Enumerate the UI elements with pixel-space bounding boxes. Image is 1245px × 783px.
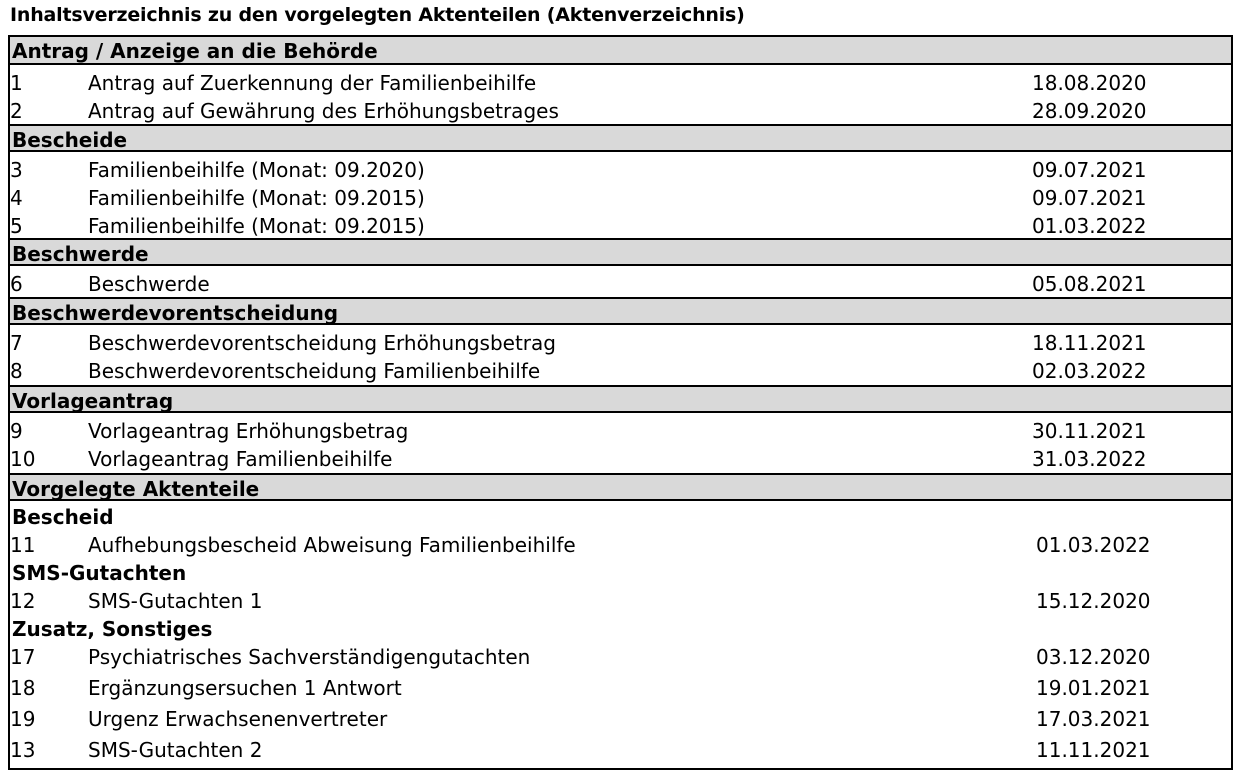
- row-number: 12: [10, 589, 36, 613]
- row-date: 03.12.2020: [1036, 645, 1151, 669]
- row-date: 05.08.2021: [1032, 272, 1147, 296]
- row-description: Familienbeihilfe (Monat: 09.2015): [88, 214, 425, 238]
- index-table: [8, 35, 1233, 770]
- row-date: 15.12.2020: [1036, 589, 1151, 613]
- subheader-zusatz-sonstiges: Zusatz, Sonstiges: [12, 617, 213, 641]
- row-date: 11.11.2021: [1036, 738, 1151, 762]
- row-date: 31.03.2022: [1032, 447, 1147, 471]
- row-number: 7: [10, 331, 23, 355]
- row-number: 11: [10, 533, 36, 557]
- row-number: 8: [10, 359, 23, 383]
- section-header-bescheide: Bescheide: [10, 124, 1231, 152]
- row-date: 30.11.2021: [1032, 419, 1147, 443]
- row-date: 09.07.2021: [1032, 158, 1147, 182]
- row-description: Antrag auf Gewährung des Erhöhungsbetrages: [88, 99, 559, 123]
- section-header-vorgelegte-aktenteile: Vorgelegte Aktenteile: [10, 473, 1231, 501]
- row-date: 17.03.2021: [1036, 707, 1151, 731]
- row-number: 2: [10, 99, 23, 123]
- row-number: 17: [10, 645, 36, 669]
- row-description: Familienbeihilfe (Monat: 09.2020): [88, 158, 425, 182]
- row-number: 10: [10, 447, 36, 471]
- row-description: Vorlageantrag Familienbeihilfe: [88, 447, 393, 471]
- row-description: Antrag auf Zuerkennung der Familienbeihilfe: [88, 71, 537, 95]
- row-description: Beschwerdevorentscheidung Familienbeihilfe: [88, 359, 541, 383]
- row-number: 6: [10, 272, 23, 296]
- row-date: 18.08.2020: [1032, 71, 1147, 95]
- row-description: Beschwerde: [88, 272, 210, 296]
- row-description: Psychiatrisches Sachverständigengutachten: [88, 645, 531, 669]
- page-title: Inhaltsverzeichnis zu den vorgelegten Aktenteilen (Aktenverzeichnis): [10, 4, 745, 26]
- row-date: 01.03.2022: [1036, 533, 1151, 557]
- row-description: Beschwerdevorentscheidung Erhöhungsbetrag: [88, 331, 556, 355]
- subheader-bescheid: Bescheid: [12, 505, 114, 529]
- row-description: SMS-Gutachten 1: [88, 589, 263, 613]
- row-description: Urgenz Erwachsenenvertreter: [88, 707, 388, 731]
- row-date: 09.07.2021: [1032, 186, 1147, 210]
- section-header-beschwerde: Beschwerde: [10, 238, 1231, 266]
- row-number: 1: [10, 71, 23, 95]
- row-date: 01.03.2022: [1032, 214, 1147, 238]
- section-header-beschwerdevorentscheidung: Beschwerdevorentscheidung: [10, 297, 1231, 325]
- subheader-sms-gutachten: SMS-Gutachten: [12, 561, 187, 585]
- row-number: 19: [10, 707, 36, 731]
- row-number: 4: [10, 186, 23, 210]
- row-date: 28.09.2020: [1032, 99, 1147, 123]
- row-date: 18.11.2021: [1032, 331, 1147, 355]
- row-number: 18: [10, 676, 36, 700]
- row-date: 02.03.2022: [1032, 359, 1147, 383]
- row-description: SMS-Gutachten 2: [88, 738, 263, 762]
- row-number: 13: [10, 738, 36, 762]
- row-description: Ergänzungsersuchen 1 Antwort: [88, 676, 402, 700]
- row-number: 5: [10, 214, 23, 238]
- row-description: Vorlageantrag Erhöhungsbetrag: [88, 419, 409, 443]
- row-number: 9: [10, 419, 23, 443]
- row-description: Familienbeihilfe (Monat: 09.2015): [88, 186, 425, 210]
- section-header-vorlageantrag: Vorlageantrag: [10, 385, 1231, 413]
- section-header-antrag: Antrag / Anzeige an die Behörde: [10, 37, 1231, 65]
- row-date: 19.01.2021: [1036, 676, 1151, 700]
- row-description: Aufhebungsbescheid Abweisung Familienbeihilfe: [88, 533, 576, 557]
- row-number: 3: [10, 158, 23, 182]
